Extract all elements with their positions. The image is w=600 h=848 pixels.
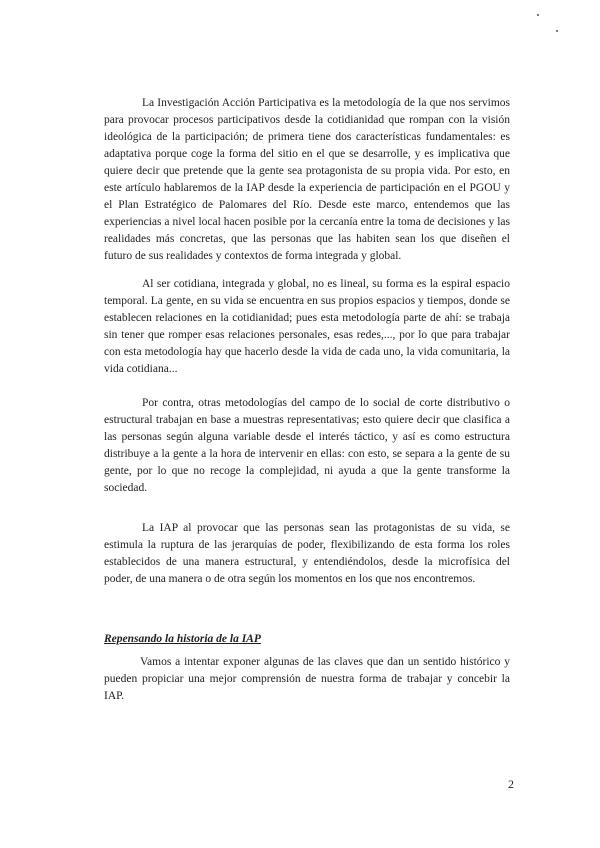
page-number: 2 <box>508 777 514 791</box>
section-heading: Repensando la historia de la IAP <box>104 633 261 645</box>
body-paragraph-5: Vamos a intentar exponer algunas de las claves que dan un sentido histórico y pueden propiciar una mejor comprensión de nuestra forma de trabajar y concebir la IAP. <box>104 656 510 702</box>
scan-speck <box>556 30 558 32</box>
body-paragraph-1: La Investigación Acción Participativa es la metodología de la que nos servimos para provocar procesos participativos desde la cotidianidad que rompan con la visión ideológica de la participación; de primera tiene dos características fundamentales: es adaptativa porque coge la forma del sitio en el que se desarrolle, y es implicativa que quiere decir que pretende que la gente sea protagonista de su propia vida. Por esto, en este artículo hablaremos de la IAP desde la experiencia de participación en el PGOU y el Plan Estratégico de Palomares del Río. Desde este marco, entendemos que las experiencias a nivel local hacen posible por la cercanía entre la toma de decisiones y las realidades más concretas, que las personas que las habiten sean los que diseñen el futuro de sus realidades y contextos de forma integrada y global. <box>104 97 510 262</box>
body-paragraph-2: Al ser cotidiana, integrada y global, no es lineal, su forma es la espiral espacio temporal. La gente, en su vida se encuentra en sus propios espacios y tiempos, donde se establecen relaciones en la cotidianidad; pues esta metodología parte de ahí: se trabaja sin tener que romper esas relaciones personales, esas redes,..., por lo que para trabajar con esta metodología hay que hacerlo desde la vida de cada uno, la vida comunitaria, la vida cotidiana... <box>104 278 510 375</box>
body-paragraph-3: Por contra, otras metodologías del campo de lo social de corte distributivo o estructural trabajan en base a muestras representativas; esto quiere decir que clasifica a las personas según alguna variable desde el interés táctico, y así es como estructura distribuye a la gente a la hora de intervenir en ellas: con esto, se separa a la gente de su gente, por lo que no recoge la complejidad, ni ayuda a que la gente transforme la sociedad. <box>104 397 510 494</box>
scan-speck <box>537 14 539 16</box>
body-paragraph-4: La IAP al provocar que las personas sean las protagonistas de su vida, se estimula la ruptura de las jerarquías de poder, flexibilizando de esta forma los roles establecidos de una manera estructural, y entendiéndolos, desde la microfísica del poder, de una manera o de otra según los momentos en los que nos encontremos. <box>104 522 510 585</box>
